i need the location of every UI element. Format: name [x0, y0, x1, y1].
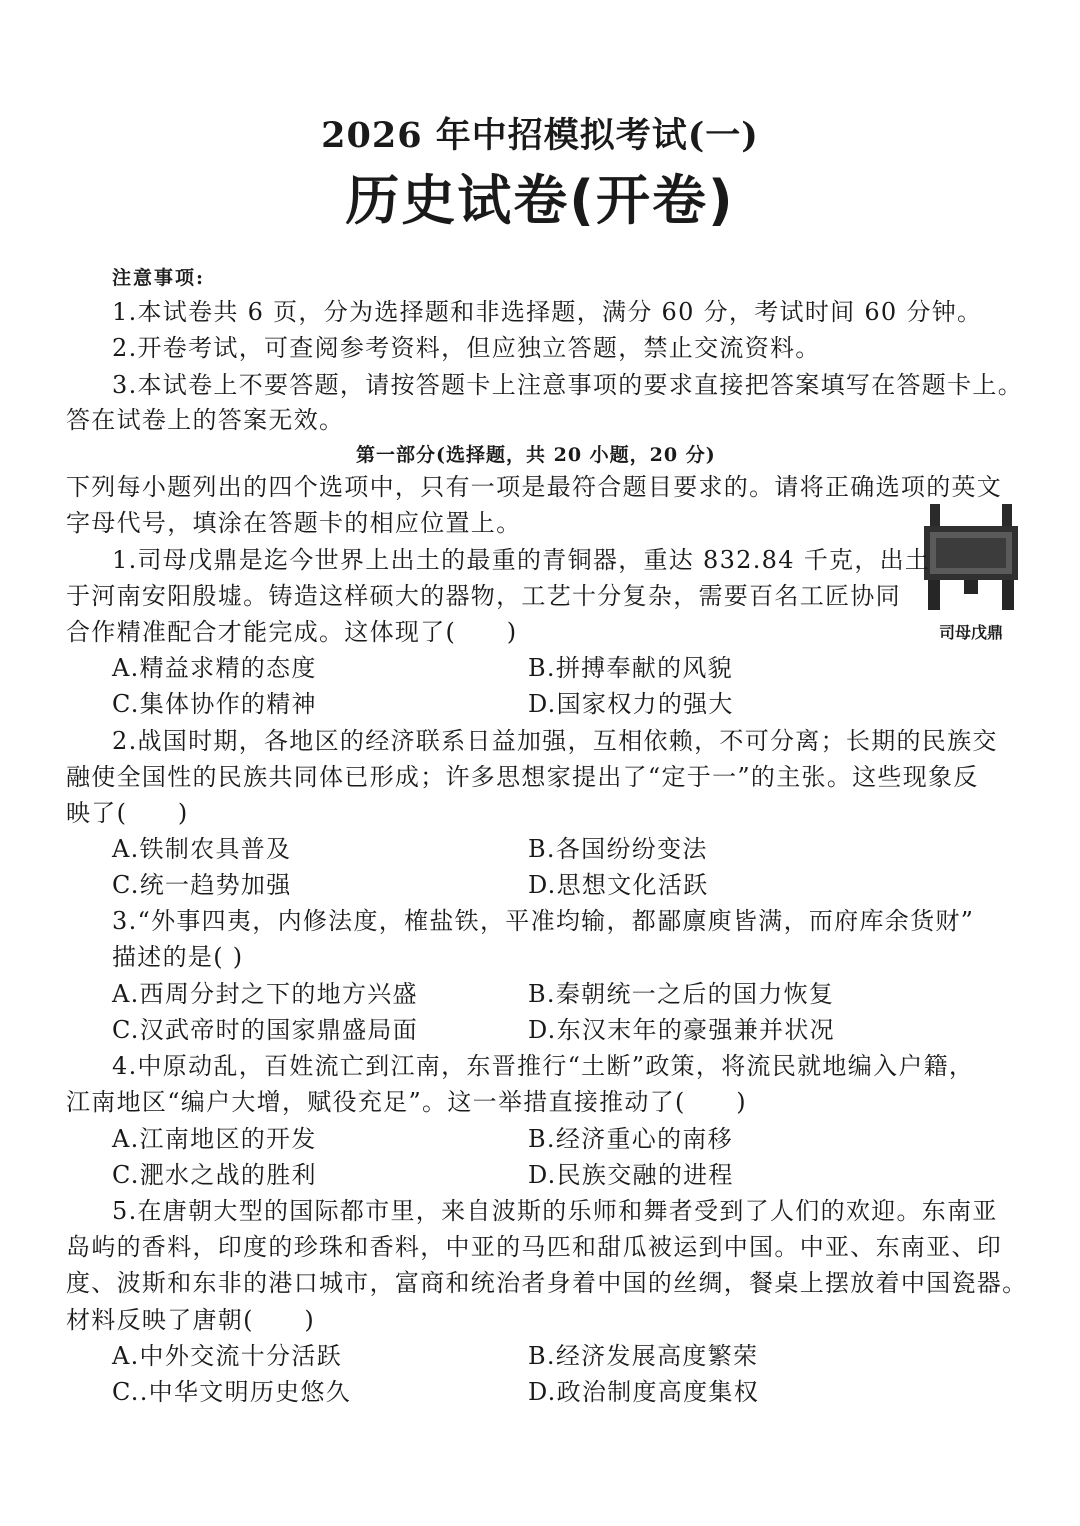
question-2-line-3: 映了( ) — [66, 799, 189, 827]
question-5-option-d: D.政治制度高度集权 — [528, 1378, 760, 1406]
question-5-option-a: A.中外交流十分活跃 — [112, 1342, 342, 1370]
question-1-option-a: A.精益求精的态度 — [112, 654, 317, 682]
question-4-line-1: 4.中原动乱，百姓流亡到江南，东晋推行“土断”政策，将流民就地编入户籍， — [112, 1052, 975, 1080]
question-2-line-1: 2.战国时期，各地区的经济联系日益加强，互相依赖，不可分离；长期的民族交 — [112, 727, 998, 755]
question-1-line-3: 合作精准配合才能完成。这体现了( ) — [66, 618, 518, 646]
notice-item-2: 2.开卷考试，可查阅参考资料，但应独立答题，禁止交流资料。 — [112, 334, 821, 362]
question-2-option-c: C.统一趋势加强 — [112, 871, 292, 899]
section-intro-line-2: 字母代号，填涂在答题卡的相应位置上。 — [66, 509, 522, 537]
exam-subtitle: 历史试卷(开卷) — [345, 169, 735, 232]
question-3-line-1: 3.“外事四夷，内修法度，榷盐铁，平准均输，都鄙廪庾皆满，而府库余货财” — [112, 907, 975, 935]
exam-title: 2026 年中招模拟考试(一) — [321, 115, 759, 156]
question-5-line-4: 材料反映了唐朝( ) — [66, 1306, 316, 1334]
question-1-option-c: C.集体协作的精神 — [112, 690, 317, 718]
question-5-line-3: 度、波斯和东非的港口城市，富商和统治者身着中国的丝绸，餐桌上摆放着中国瓷器。 — [66, 1269, 1028, 1297]
notice-item-3-line-1: 3.本试卷上不要答题，请按答题卡上注意事项的要求直接把答案填写在答题卡上。 — [112, 371, 1023, 399]
question-4-option-c: C.淝水之战的胜利 — [112, 1161, 317, 1189]
section-intro-line-1: 下列每小题列出的四个选项中，只有一项是最符合题目要求的。请将正确选项的英文 — [66, 473, 1003, 501]
question-4-line-2: 江南地区“编户大增，赋役充足”。这一举措直接推动了( ) — [66, 1088, 747, 1116]
question-3-option-b: B.秦朝统一之后的国力恢复 — [528, 980, 835, 1008]
question-3-line-2: 描述的是( ) — [112, 943, 244, 971]
question-5-line-1: 5.在唐朝大型的国际都市里，来自波斯的乐师和舞者受到了人们的欢迎。东南亚 — [112, 1197, 998, 1225]
question-3-option-d: D.东汉末年的豪强兼并状况 — [528, 1016, 835, 1044]
question-4-option-b: B.经济重心的南移 — [528, 1125, 733, 1153]
question-5-line-2: 岛屿的香料，印度的珍珠和香料，中亚的马匹和甜瓜被运到中国。中亚、东南亚、印 — [66, 1233, 1003, 1261]
figure-caption: 司母戊鼎 — [938, 623, 1003, 642]
section-heading: 第一部分(选择题，共 20 小题，20 分) — [356, 444, 716, 466]
question-4-option-d: D.民族交融的进程 — [528, 1161, 734, 1189]
question-2-line-2: 融使全国性的民族共同体已形成；许多思想家提出了“定于一”的主张。这些现象反 — [66, 763, 979, 791]
notice-item-3-line-2: 答在试卷上的答案无效。 — [66, 406, 345, 434]
question-3-option-c: C.汉武帝时的国家鼎盛局面 — [112, 1016, 419, 1044]
question-2-option-a: A.铁制农具普及 — [112, 835, 292, 863]
question-3-option-a: A.西周分封之下的地方兴盛 — [112, 980, 418, 1008]
question-5-option-b: B.经济发展高度繁荣 — [528, 1342, 759, 1370]
question-1-line-1: 1.司母戊鼎是迄今世界上出土的最重的青铜器，重达 832.84 千克，出土 — [112, 546, 931, 574]
question-2-option-b: B.各国纷纷变法 — [528, 835, 708, 863]
question-1-option-b: B.拼搏奉献的风貌 — [528, 654, 733, 682]
question-1-option-d: D.国家权力的强大 — [528, 690, 734, 718]
question-2-option-d: D.思想文化活跃 — [528, 871, 709, 899]
question-4-option-a: A.江南地区的开发 — [112, 1125, 317, 1153]
notice-heading: 注意事项: — [112, 267, 206, 289]
question-5-option-c: C..中华文明历史悠久 — [112, 1378, 352, 1406]
notice-item-1: 1.本试卷共 6 页，分为选择题和非选择题，满分 60 分，考试时间 60 分钟。 — [112, 298, 983, 326]
question-1-line-2: 于河南安阳殷墟。铸造这样硕大的器物，工艺十分复杂，需要百名工匠协同 — [66, 582, 901, 610]
